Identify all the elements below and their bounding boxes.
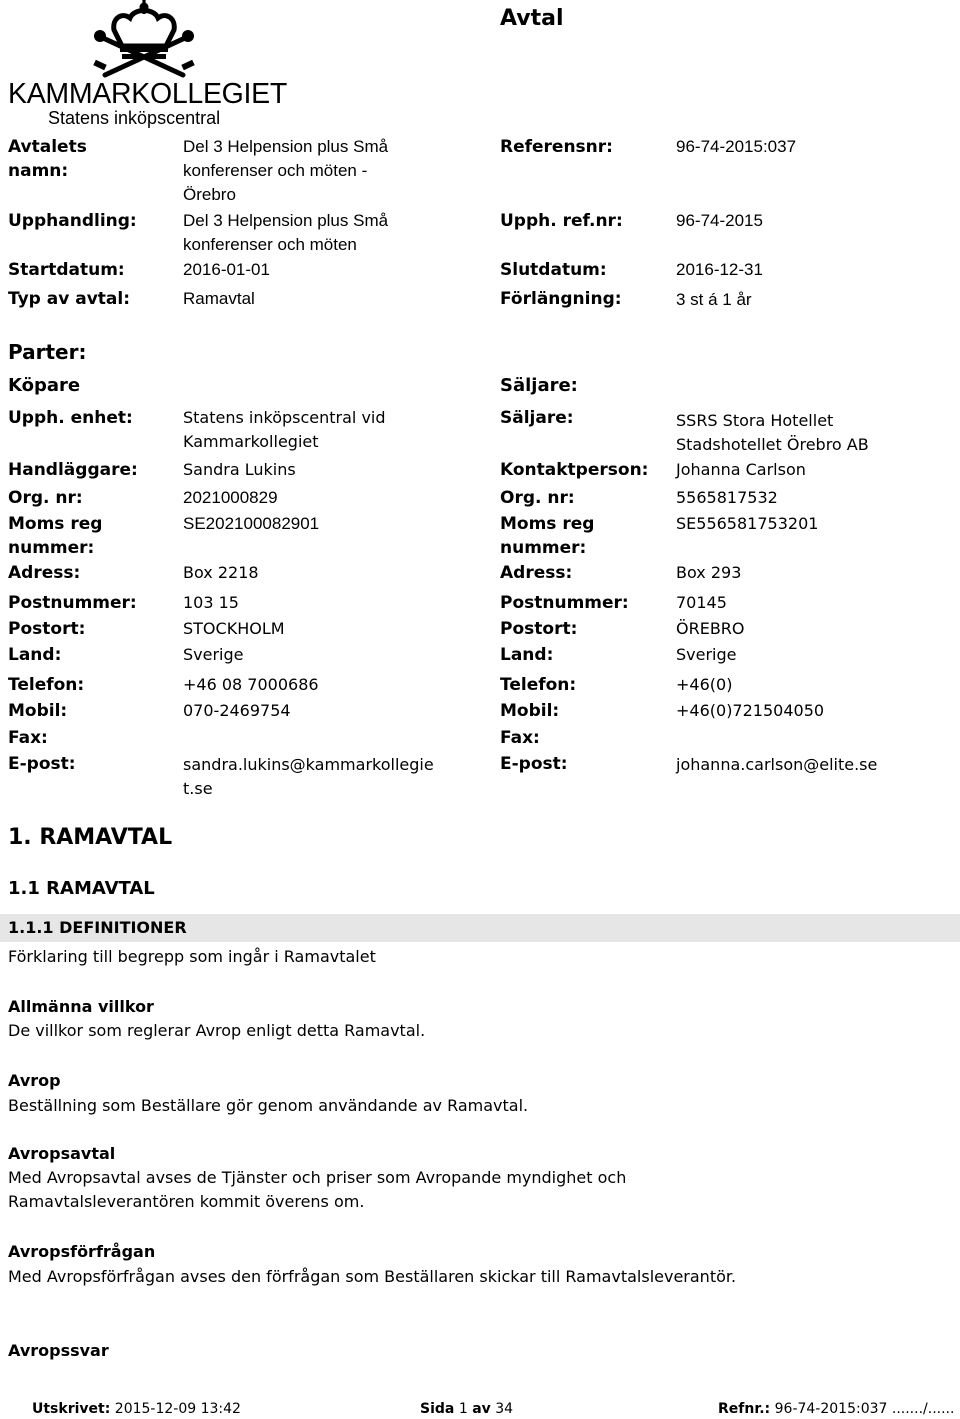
seller-vat-label: Moms reg nummer: bbox=[500, 514, 595, 558]
buyer-mobile-value: 070-2469754 bbox=[183, 701, 291, 720]
seller-phone-label: Telefon: bbox=[500, 675, 577, 695]
section-1-1-heading: 1.1 RAMAVTAL bbox=[8, 878, 155, 899]
definition-term: Avropssvar bbox=[8, 1341, 109, 1360]
buyer-org-value: 2021000829 bbox=[183, 488, 278, 507]
buyer-country-label: Land: bbox=[8, 645, 62, 665]
seller-address-label: Adress: bbox=[500, 563, 573, 583]
seller-org-label: Org. nr: bbox=[500, 488, 575, 508]
logo-subtitle: Statens inköpscentral bbox=[48, 108, 221, 128]
seller-email-label: E-post: bbox=[500, 754, 568, 774]
agreement-type-label: Typ av avtal: bbox=[8, 289, 130, 309]
reference-value: 96-74-2015:037 bbox=[676, 137, 797, 156]
extension-value: 3 st á 1 år bbox=[676, 290, 752, 309]
definition-text: De villkor som reglerar Avrop enligt detta Ramavtal. bbox=[8, 1021, 426, 1040]
agreement-name-label: Avtalets namn: bbox=[8, 137, 87, 181]
buyer-phone-value: +46 08 7000686 bbox=[183, 675, 319, 694]
seller-country-label: Land: bbox=[500, 645, 554, 665]
buyer-org-label: Org. nr: bbox=[8, 488, 83, 508]
definition-text: Med Avropsavtal avses de Tjänster och priser som Avropande myndighet och Ramavtalsleverantören kommit överens om. bbox=[8, 1168, 627, 1211]
logo-wordmark: KAMMARKOLLEGIET bbox=[8, 78, 287, 110]
definition-term: Avropsförfrågan bbox=[8, 1242, 156, 1261]
buyer-email-label: E-post: bbox=[8, 754, 76, 774]
seller-label: Säljare: bbox=[500, 408, 574, 428]
start-date-value: 2016-01-01 bbox=[183, 260, 270, 279]
section-1-heading: 1. RAMAVTAL bbox=[8, 825, 173, 850]
document-title: Avtal bbox=[500, 6, 564, 31]
procurement-ref-label: Upph. ref.nr: bbox=[500, 211, 623, 231]
seller-zip-value: 70145 bbox=[676, 593, 727, 612]
definition-term: Avropsavtal bbox=[8, 1144, 116, 1163]
buyer-city-value: STOCKHOLM bbox=[183, 619, 285, 638]
kammarkollegiet-logo bbox=[8, 0, 287, 130]
end-date-label: Slutdatum: bbox=[500, 260, 607, 280]
definitions-intro: Förklaring till begrepp som ingår i Ramavtalet bbox=[8, 947, 376, 966]
seller-value: SSRS Stora Hotellet Stadshotellet Örebro AB bbox=[676, 411, 869, 454]
buyer-unit-value: Statens inköpscentral vid Kammarkollegiet bbox=[183, 408, 386, 451]
definition-term: Avrop bbox=[8, 1071, 61, 1090]
end-date-value: 2016-12-31 bbox=[676, 260, 763, 279]
buyer-address-value: Box 2218 bbox=[183, 563, 259, 582]
footer-page: Sida 1 av 34 bbox=[420, 1401, 514, 1417]
buyer-address-label: Adress: bbox=[8, 563, 81, 583]
procurement-ref-value: 96-74-2015 bbox=[676, 211, 763, 230]
seller-address-value: Box 293 bbox=[676, 563, 742, 582]
seller-mobile-value: +46(0)721504050 bbox=[676, 701, 825, 720]
buyer-city-label: Postort: bbox=[8, 619, 86, 639]
buyer-zip-value: 103 15 bbox=[183, 593, 239, 612]
seller-country-value: Sverige bbox=[676, 645, 737, 664]
seller-contact-label: Kontaktperson: bbox=[500, 460, 649, 480]
definition-term: Allmänna villkor bbox=[8, 997, 154, 1016]
seller-email-value: johanna.carlson@elite.se bbox=[676, 755, 878, 774]
seller-org-value: 5565817532 bbox=[676, 488, 778, 507]
seller-mobile-label: Mobil: bbox=[500, 701, 560, 721]
seller-phone-value: +46(0) bbox=[676, 675, 733, 694]
buyer-vat-value: SE202100082901 bbox=[183, 514, 320, 533]
buyer-phone-label: Telefon: bbox=[8, 675, 85, 695]
buyer-heading: Köpare bbox=[8, 375, 81, 396]
start-date-label: Startdatum: bbox=[8, 260, 125, 280]
seller-city-value: ÖREBRO bbox=[676, 619, 745, 638]
seller-heading: Säljare: bbox=[500, 375, 578, 396]
footer-ref: Refnr.: 96-74-2015:037 ......./...... bbox=[718, 1401, 955, 1417]
buyer-mobile-label: Mobil: bbox=[8, 701, 68, 721]
procurement-label: Upphandling: bbox=[8, 211, 137, 231]
buyer-handler-value: Sandra Lukins bbox=[183, 460, 296, 479]
parties-heading: Parter: bbox=[8, 340, 87, 364]
agreement-type-value: Ramavtal bbox=[183, 289, 255, 308]
agreement-name-value: Del 3 Helpension plus Små konferenser och möten - Örebro bbox=[183, 137, 389, 204]
buyer-fax-label: Fax: bbox=[8, 728, 48, 748]
buyer-vat-label: Moms reg nummer: bbox=[8, 514, 103, 558]
buyer-email-value: sandra.lukins@kammarkollegie t.se bbox=[183, 755, 434, 798]
buyer-country-value: Sverige bbox=[183, 645, 244, 664]
reference-label: Referensnr: bbox=[500, 137, 613, 157]
crown-keys-icon bbox=[8, 0, 270, 82]
extension-label: Förlängning: bbox=[500, 289, 622, 309]
buyer-handler-label: Handläggare: bbox=[8, 460, 138, 480]
section-1-1-1-heading: 1.1.1 DEFINITIONER bbox=[8, 918, 187, 937]
definition-text: Med Avropsförfrågan avses den förfrågan som Beställaren skickar till Ramavtalsleverantör. bbox=[8, 1267, 737, 1286]
seller-city-label: Postort: bbox=[500, 619, 578, 639]
procurement-value: Del 3 Helpension plus Små konferenser och möten bbox=[183, 211, 389, 254]
seller-fax-label: Fax: bbox=[500, 728, 540, 748]
seller-vat-value: SE556581753201 bbox=[676, 514, 819, 533]
buyer-unit-label: Upph. enhet: bbox=[8, 408, 133, 428]
footer-printed: Utskrivet: 2015-12-09 13:42 bbox=[32, 1401, 241, 1417]
definition-text: Beställning som Beställare gör genom användande av Ramavtal. bbox=[8, 1096, 529, 1115]
seller-zip-label: Postnummer: bbox=[500, 593, 629, 613]
seller-contact-value: Johanna Carlson bbox=[676, 460, 806, 479]
buyer-zip-label: Postnummer: bbox=[8, 593, 137, 613]
